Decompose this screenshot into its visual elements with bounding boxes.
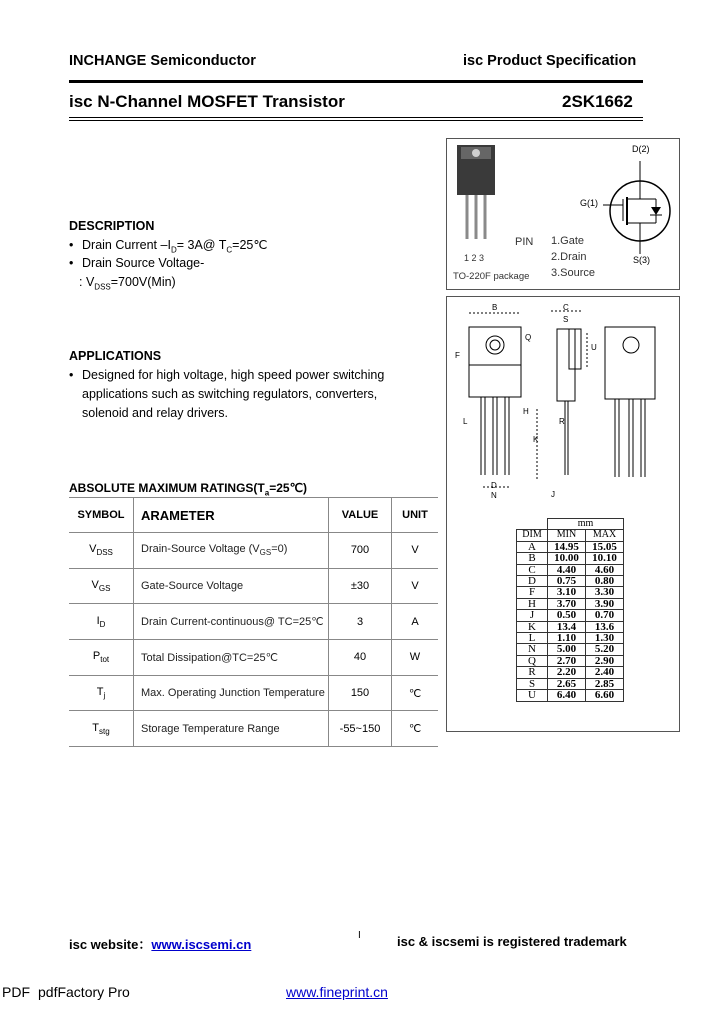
col-symbol: SYMBOL [69, 498, 134, 533]
applications-line-1: • Designed for high voltage, high speed power switching [69, 368, 385, 382]
ratings-header-row [69, 498, 438, 533]
value-cell: ±30 [329, 568, 392, 604]
pin-1: 1.Gate [551, 235, 585, 247]
table-row [69, 711, 438, 747]
unit-cell: V [411, 544, 419, 557]
description-line-3: : $V_{DSS}=700V(Min)$ [79, 275, 176, 292]
unit-cell: W [409, 651, 421, 664]
front-hole [486, 336, 504, 354]
table-row: C 4.40 4.60 [517, 564, 624, 575]
parameter-cell: Gate-Source Voltage [134, 568, 329, 604]
ratings-table [69, 497, 438, 747]
table-row: N 5.00 5.20 [517, 644, 624, 655]
package-box [446, 138, 680, 290]
front-body [469, 327, 521, 397]
title-rule-2 [69, 120, 643, 121]
company-name: INCHANGE Semiconductor [69, 53, 256, 69]
side-body [557, 329, 575, 401]
pin-numbers: 1 2 3 [464, 253, 485, 263]
back-hole [623, 337, 639, 353]
applications-line-3: solenoid and relay drivers. [82, 406, 228, 420]
front-hole-inner [490, 340, 500, 350]
table-row: H 3.70 3.90 [517, 598, 624, 609]
table-row: J 0.50 0.70 [517, 610, 624, 621]
dim-unit: mm [548, 519, 624, 530]
col-parameter: ARAMETER [134, 498, 329, 533]
fineprint-link[interactable]: www.fineprint.cn [286, 984, 388, 1000]
min-col: MIN [548, 530, 586, 541]
drain-label: D(2) [632, 144, 650, 154]
label-s: S [563, 315, 569, 324]
table-row: A 14.95 15.05 [517, 541, 624, 552]
label-d: D [491, 481, 497, 490]
parameter-cell: Drain Current-continuous@ TC=25℃ [134, 604, 329, 640]
gate-label: G(1) [580, 198, 598, 208]
label-r: R [559, 417, 565, 426]
label-q: Q [525, 333, 532, 342]
parameter-cell: Total Dissipation@TC=25℃ [134, 640, 329, 676]
label-j: J [551, 490, 555, 499]
parameter-cell: Drain-Source Voltage $(V_{GS}=0)$ [134, 533, 329, 569]
table-row: S 2.65 2.85 [517, 678, 624, 689]
label-b: B [492, 303, 498, 312]
body-diode [651, 207, 661, 215]
parameter-cell: Max. Operating Junction Temperature [134, 675, 329, 711]
front-tab [469, 327, 521, 365]
source-label: S(3) [633, 255, 651, 265]
dim-header-row [517, 530, 624, 541]
label-h: H [523, 407, 529, 416]
mount-hole [472, 149, 480, 157]
header-rule [69, 80, 643, 83]
fineprint-line [286, 984, 388, 1000]
symbol-cell: $P_{tot}$ [69, 640, 134, 676]
col-unit: UNIT [402, 509, 428, 521]
symbol-cell: $T_j$ [69, 675, 134, 711]
dim-unit-row [517, 519, 624, 530]
label-u: U [591, 343, 597, 352]
pdf-label: PDF [2, 984, 30, 1000]
unit-cell: ℃ [408, 687, 422, 700]
outline-drawing [447, 297, 679, 497]
table-row: B 10.00 10.10 [517, 553, 624, 564]
dimensions-table [516, 518, 624, 702]
unit-cell: A [411, 615, 419, 628]
table-row: K 13.4 13.6 [517, 621, 624, 632]
applications-line-2: applications such as switching regulators, converters, [82, 387, 378, 401]
website-link[interactable]: www.iscsemi.cn [151, 937, 252, 952]
package-type: TO-220F package [453, 271, 530, 282]
max-col: MAX [586, 530, 624, 541]
pdffactory-label: pdfFactory Pro [38, 984, 130, 1000]
value-cell: 150 [329, 675, 392, 711]
page-title: isc N-Channel MOSFET Transistor [69, 92, 345, 111]
label-n: N [491, 491, 497, 500]
value-cell: 3 [329, 604, 392, 640]
unit-cell: ℃ [408, 723, 422, 736]
value-cell: 700 [329, 533, 392, 569]
part-number: 2SK1662 [562, 92, 633, 111]
symbol-cell: $V_{GS}$ [69, 568, 134, 604]
applications-heading: APPLICATIONS [69, 349, 162, 363]
page-mark: I [358, 930, 361, 941]
pin-3: 3.Source [551, 267, 596, 279]
value-cell: 40 [329, 640, 392, 676]
symbol-cell: $V_{DSS}$ [69, 533, 134, 569]
symbol-cell: $T_{stg}$ [69, 711, 134, 747]
label-f: F [455, 351, 460, 360]
table-row: L 1.10 1.30 [517, 633, 624, 644]
ratings-heading: ABSOLUTE MAXIMUM $RATINGS(T_a=25℃)$ [69, 481, 308, 498]
table-row: Q 2.70 2.90 [517, 655, 624, 666]
description-heading: DESCRIPTION [69, 219, 155, 233]
website-line [69, 934, 251, 953]
back-body [605, 327, 655, 399]
symbol-cell: $I_D$ [69, 604, 134, 640]
value-cell: -55~150 [329, 711, 392, 747]
table-row: R 2.20 2.40 [517, 667, 624, 678]
title-rule [69, 117, 643, 118]
label-c: C [563, 303, 569, 312]
table-row: F 3.10 3.30 [517, 587, 624, 598]
table-row: U 6.40 6.60 [517, 690, 624, 701]
parameter-cell: Storage Temperature Range [134, 711, 329, 747]
table-row: D 0.75 0.80 [517, 576, 624, 587]
col-value: VALUE [329, 498, 392, 533]
description-line-1: • Drain Current $-I_D=$ 3A@ $T_C=25℃$ [69, 238, 268, 255]
spec-label: isc Product Specification [463, 53, 637, 69]
unit-cell: V [411, 580, 419, 593]
pin-label: PIN [515, 236, 534, 248]
description-line-2: • Drain Source Voltage- [69, 256, 205, 270]
label-l: L [463, 417, 468, 426]
pin-2: 2.Drain [551, 251, 587, 263]
table-row [69, 675, 438, 711]
table-row [69, 568, 438, 604]
website-label: isc website： [69, 937, 152, 952]
table-row [69, 604, 438, 640]
dim-col: DIM [517, 530, 548, 541]
table-row [69, 533, 438, 569]
trademark-notice: isc & iscsemi is registered trademark [397, 934, 627, 949]
label-k: K [533, 435, 539, 444]
table-row [69, 640, 438, 676]
